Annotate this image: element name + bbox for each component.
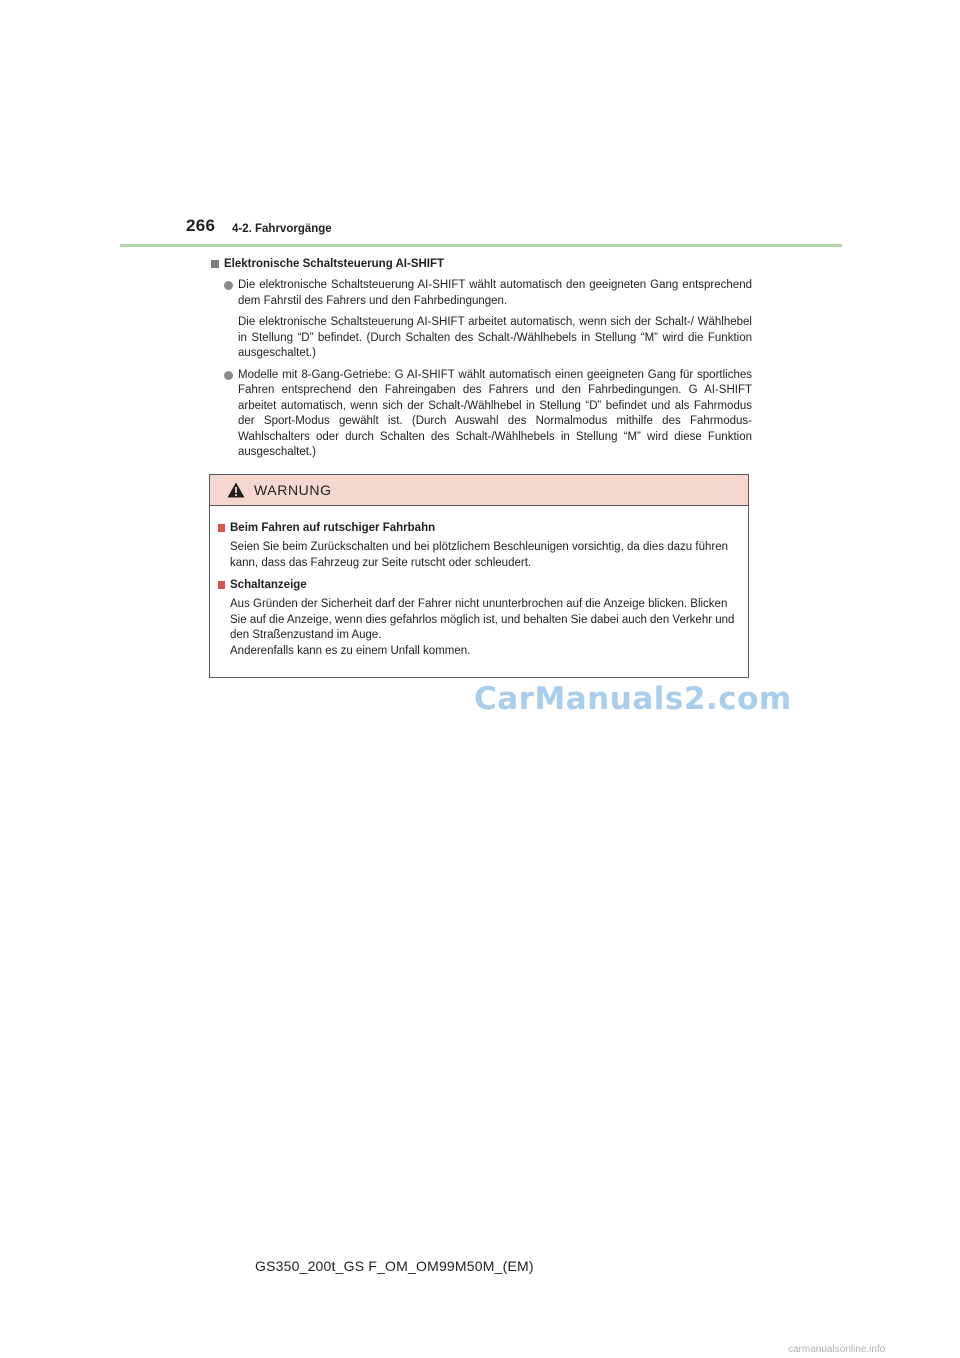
list-item — [210, 368, 752, 461]
section-title: 4-2. Fahrvorgänge — [232, 223, 332, 235]
warning-subheading — [218, 520, 736, 536]
circle-bullet-icon — [224, 371, 233, 380]
header-rule — [120, 244, 842, 247]
bullet-paragraph: Die elektronische Schaltsteuerung AI-SHIFT arbeitet automatisch, wenn sich der Schalt-/ Wählhebel in Stellung “D” befindet. (Durch Schalten des Schalt-/Wählhebels in Stellung “M” wird die Funktion ausgeschaltet.) — [238, 316, 752, 359]
document-code: GS350_200t_GS F_OM_OM99M50M_(EM) — [255, 1258, 534, 1274]
warning-title: WARNUNG — [254, 482, 332, 498]
section-heading-text: Elektronische Schaltsteuerung AI-SHIFT — [224, 258, 445, 270]
main-content — [210, 256, 752, 467]
warning-subheading — [218, 577, 736, 593]
square-bullet-icon — [211, 260, 219, 268]
circle-bullet-icon — [224, 281, 233, 290]
bullet-paragraph: Die elektronische Schaltsteuerung AI-SHIFT wählt automatisch den geeigneten Gang entsprechend dem Fahrstil des Fahrers und den Fahrbedingungen. — [238, 279, 752, 307]
warning-box — [209, 474, 749, 678]
bullet-paragraph: Modelle mit 8-Gang-Getriebe: G AI-SHIFT wählt automatisch einen geeigneten Gang für sportliches Fahren entsprechend den Fahreingaben des Fahrers und den Fahrbedingungen. G AI-SHIFT arbeitet automatisch, wenn sich der Schalt-/Wählhebel in Stellung “D” befindet und als Fahrmodus der Sport-Modus gewählt ist. (Durch Auswahl des Normalmodus mithilfe des Fahrmodus-Wahlschalters oder durch Schalten des Schalt-/Wählhebels in Stellung “M” wird diese Funktion ausgeschaltet.) — [238, 368, 752, 458]
warning-subheading-text: Schaltanzeige — [230, 579, 307, 591]
red-square-bullet-icon — [218, 524, 225, 532]
page-number: 266 — [186, 216, 216, 235]
red-square-bullet-icon — [218, 581, 225, 589]
list-item — [210, 278, 752, 362]
warning-subheading-text: Beim Fahren auf rutschiger Fahrbahn — [230, 522, 436, 534]
watermark-logo: CarManuals2.com — [474, 681, 792, 717]
warning-body — [210, 506, 748, 659]
footer-watermark: carmanualsonline.info — [788, 1344, 886, 1355]
warning-text: Seien Sie beim Zurückschalten und bei plötzlichem Beschleunigen vorsichtig, da dies dazu führen kann, dass das Fahrzeug zur Seite rutscht oder schleudert. — [230, 541, 728, 569]
warning-triangle-icon — [227, 482, 245, 498]
warning-text: Anderenfalls kann es zu einem Unfall kommen. — [230, 644, 471, 657]
section-heading — [210, 256, 752, 272]
warning-text: Aus Gründen der Sicherheit darf der Fahrer nicht ununterbrochen auf die Anzeige blicken. Blicken Sie auf die Anzeige, wenn dies gefahrlos möglich ist, und behalten Sie dabei auch den Verkehr und den Straßenzustand im Auge. — [230, 598, 735, 641]
warning-header — [210, 475, 748, 506]
